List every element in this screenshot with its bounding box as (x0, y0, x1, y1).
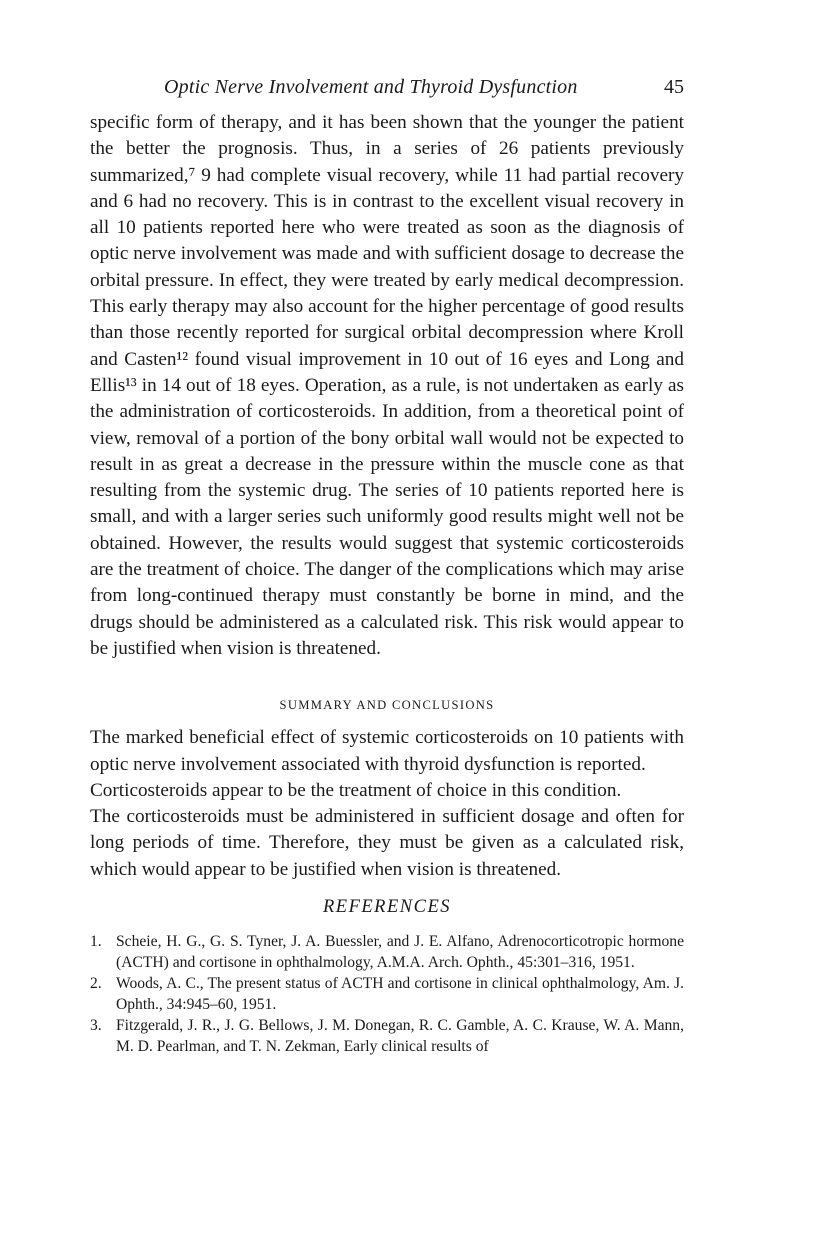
reference-item (90, 1016, 684, 1057)
reference-list (90, 932, 684, 1057)
references-heading: REFERENCES (322, 897, 452, 918)
reference-number: 1. (90, 933, 102, 951)
reference-item (90, 932, 684, 973)
body-section (90, 110, 684, 662)
summary-paragraph-3: The corticosteroids must be administered in sufficient dosage and often for long periods of time. Therefore, they must be given as a calculated risk, which would appear to be justified when vision is threatened. (90, 806, 684, 880)
reference-text: Woods, A. C., The present status of ACTH and cortisone in clinical ophthalmology, Am. J. Ophth., 34:945–60, 1951. (116, 975, 684, 1013)
reference-item (90, 974, 684, 1015)
summary-heading: SUMMARY AND CONCLUSIONS (279, 698, 495, 713)
journal-page (90, 76, 684, 1058)
reference-text: Scheie, H. G., G. S. Tyner, J. A. Buessler, and J. E. Alfano, Adrenocorticotropic hormone (ACTH) and cortisone in ophthalmology, A.M.A. Arch. Ophth., 45:301–316, 1951. (116, 933, 684, 971)
reference-text: Fitzgerald, J. R., J. G. Bellows, J. M. Donegan, R. C. Gamble, A. C. Krause, W. A. Mann, M. D. Pearlman, and T. N. Zekman, Early clinical results of (116, 1017, 684, 1055)
page-number: 45 (664, 76, 684, 98)
reference-number: 2. (90, 975, 102, 993)
summary-paragraph-1: The marked beneficial effect of systemic corticosteroids on 10 patients with optic nerve involvement associated with thyroid dysfunction is reported. (90, 727, 684, 775)
running-title: Optic Nerve Involvement and Thyroid Dysfunction (164, 76, 578, 98)
body-paragraph: specific form of therapy, and it has been shown that the younger the patient the better the prognosis. Thus, in a series of 26 patients previously summarized,⁷ 9 had complete visual recovery, while 11 had partial recovery and 6 had no recovery. This is in contrast to the excellent visual recovery in all 10 patients reported here who were treated as soon as the diagnosis of optic nerve involvement was made and with sufficient dosage to decrease the orbital pressure. In effect, they were treated by early medical decompression. This early therapy may also account for the higher percentage of good results than those recently reported for surgical orbital decompression where Kroll and Casten¹² found visual improvement in 10 out of 16 eyes and Long and Ellis¹³ in 14 out of 18 eyes. Operation, as a rule, is not undertaken as early as the administration of corticosteroids. In addition, from a theoretical point of view, removal of a portion of the bony orbital wall would not be expected to result in as great a decrease in the pressure within the muscle cone as that resulting from the systemic drug. The series of 10 patients reported here is small, and with a larger series such uniformly good results might well not be obtained. However, the results would suggest that systemic corticosteroids are the treatment of choice. The danger of the complications which may arise from long-continued therapy must constantly be borne in mind, and the drugs should be administered as a calculated risk. This risk would appear to be justified when vision is threatened. (90, 112, 684, 659)
summary-section (90, 725, 684, 883)
running-header (90, 76, 684, 106)
reference-number: 3. (90, 1017, 102, 1035)
summary-paragraph-2: Corticosteroids appear to be the treatment of choice in this condition. (90, 779, 622, 801)
